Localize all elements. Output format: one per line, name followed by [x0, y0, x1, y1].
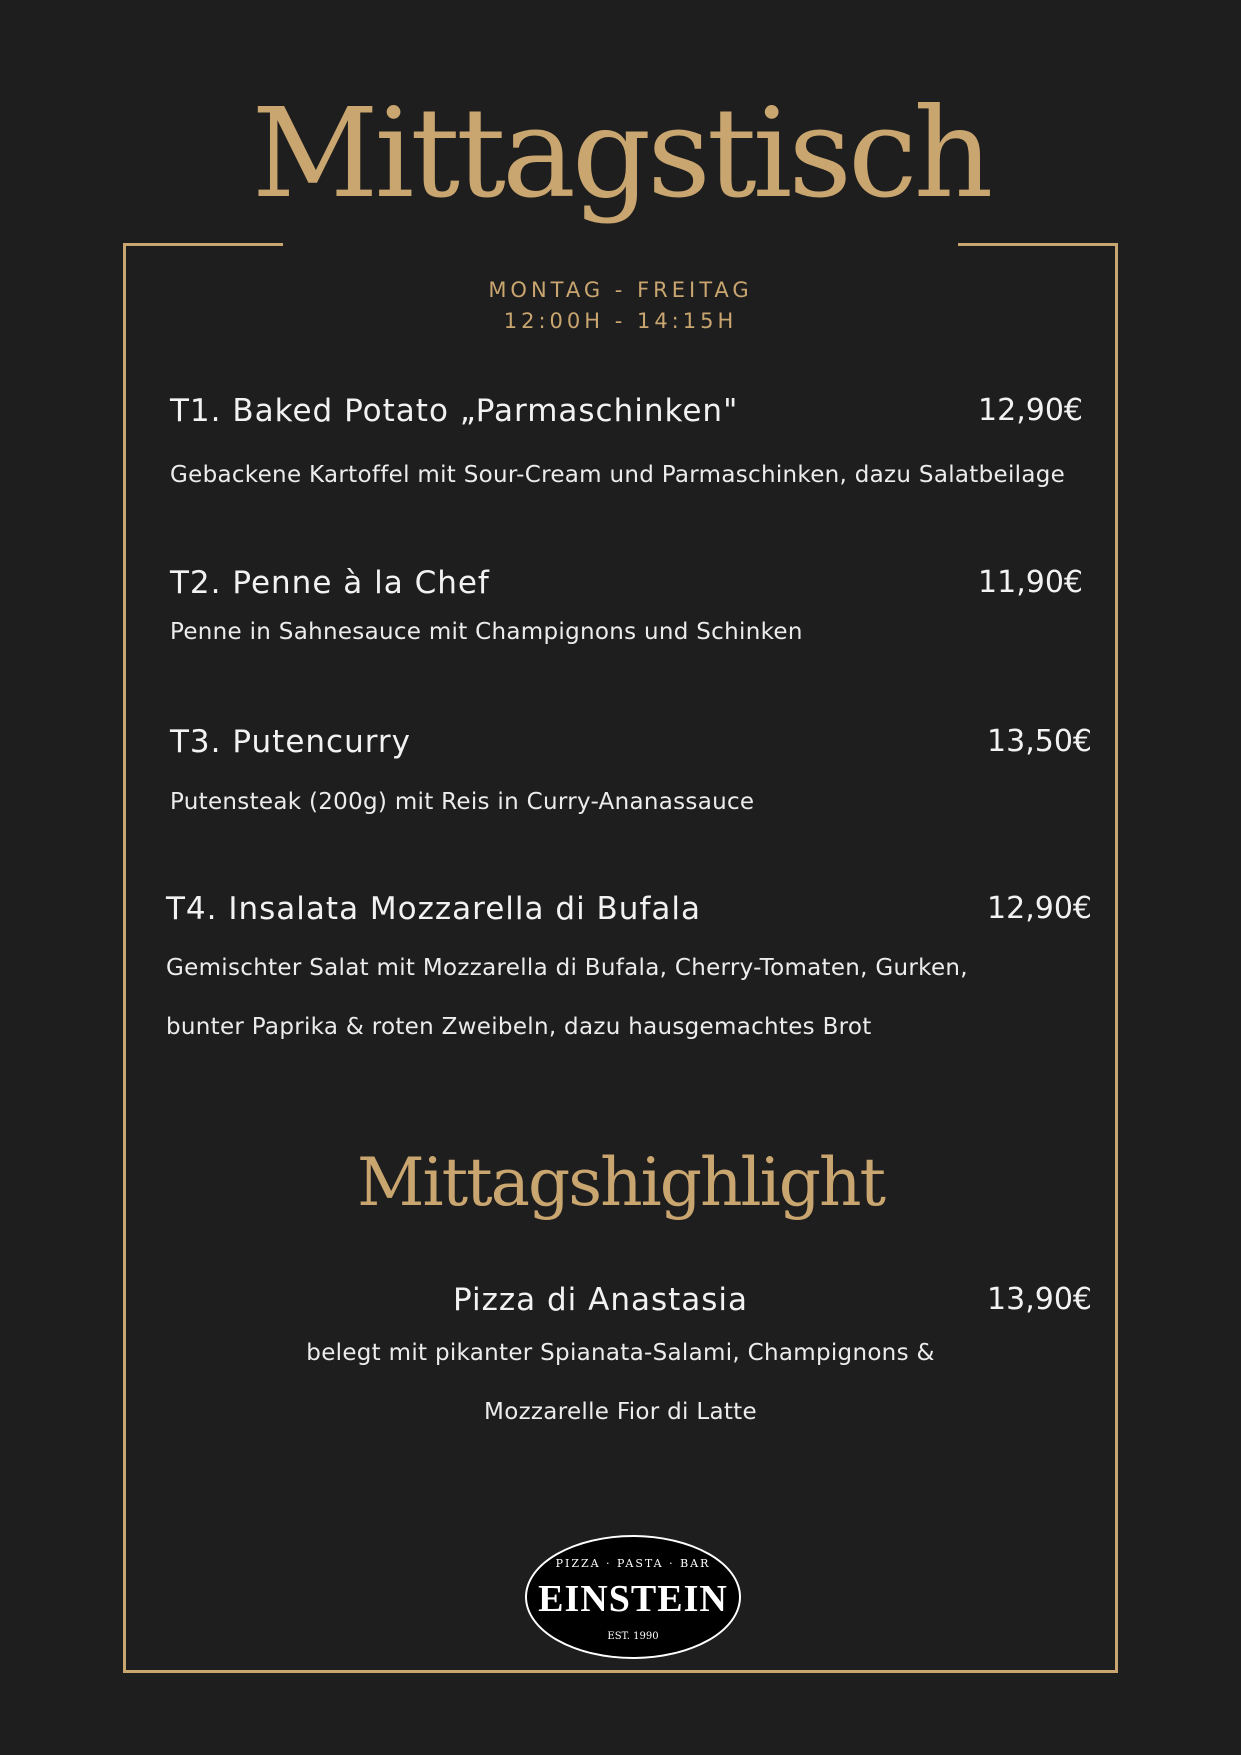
dish-description: Gemischter Salat mit Mozzarella di Bufala, Cherry-Tomaten, Gurken,	[166, 955, 968, 981]
frame-bottom-border	[123, 1670, 1118, 1673]
dish-price: 13,50€	[987, 724, 1092, 759]
einstein-logo	[525, 1535, 741, 1659]
dish-price: 12,90€	[987, 891, 1092, 926]
dish-description: Gebackene Kartoffel mit Sour-Cream und Parmaschinken, dazu Salatbeilage	[170, 462, 1066, 488]
highlight-dish-description: belegt mit pikanter Spianata-Salami, Champignons &	[306, 1340, 935, 1366]
frame-top-right-border	[958, 243, 1118, 246]
dish-price: 11,90€	[978, 565, 1083, 600]
opening-time: 12:00H - 14:15H	[503, 309, 738, 333]
dish-name: T2. Penne à la Chef	[170, 565, 490, 601]
dish-description: Putensteak (200g) mit Reis in Curry-Ananassauce	[170, 789, 755, 815]
frame-top-left-border	[123, 243, 283, 246]
dish-name: T4. Insalata Mozzarella di Bufala	[166, 891, 701, 927]
dish-description: Penne in Sahnesauce mit Champignons und Schinken	[170, 619, 803, 645]
frame-left-border	[123, 243, 126, 1673]
logo-name: EINSTEIN	[538, 1578, 728, 1620]
logo-tagline: PIZZA · PASTA · BAR	[555, 1557, 711, 1570]
dish-name: T3. Putencurry	[170, 724, 412, 760]
highlight-dish-description: Mozzarelle Fior di Latte	[484, 1399, 757, 1425]
logo-est: EST. 1990	[607, 1631, 659, 1642]
dish-name: T1. Baked Potato „Parmaschinken"	[170, 393, 739, 429]
dish-price: 12,90€	[978, 393, 1083, 428]
highlight-dish-price: 13,90€	[987, 1282, 1092, 1317]
page-title: Mittagstisch	[251, 82, 990, 226]
frame-right-border	[1115, 243, 1118, 1673]
dish-description: bunter Paprika & roten Zweibeln, dazu hausgemachtes Brot	[166, 1014, 872, 1040]
opening-days: MONTAG - FREITAG	[488, 278, 753, 302]
highlight-dish-name: Pizza di Anastasia	[452, 1282, 749, 1318]
highlight-title: Mittagshighlight	[356, 1144, 885, 1221]
